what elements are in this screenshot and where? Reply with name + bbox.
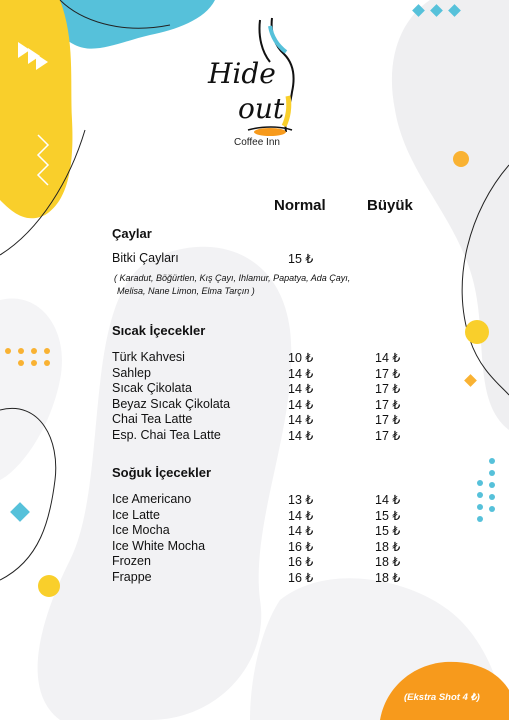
gray-blob-center xyxy=(38,247,292,720)
menu-item-name: Ice Americano xyxy=(112,492,192,506)
blue-diamond xyxy=(10,502,30,522)
price-normal: 14 ₺ xyxy=(288,413,314,427)
section-title-sicak: Sıcak İçecekler xyxy=(112,323,206,338)
logo-word-hide: Hide xyxy=(208,57,276,90)
menu-item-name: Bitki Çayları xyxy=(112,251,179,265)
header-large: Büyük xyxy=(367,197,413,214)
price-large: 17 ₺ xyxy=(375,413,401,427)
header-normal: Normal xyxy=(274,197,326,214)
price-large: 18 ₺ xyxy=(375,555,401,569)
menu-item-name: Ice White Mocha xyxy=(112,539,206,553)
price-normal: 14 ₺ xyxy=(288,398,314,412)
note-line-1: ( Karadut, Böğürtlen, Kış Çayı, Ihlamur, Papatya, Ada Çayı, xyxy=(114,273,351,283)
yellow-circle-bottom xyxy=(38,575,60,597)
menu-item-name: Frappe xyxy=(112,570,152,584)
price-normal: 16 ₺ xyxy=(288,571,314,585)
menu-item-name: Esp. Chai Tea Latte xyxy=(112,428,221,442)
price-large: 15 ₺ xyxy=(375,524,401,538)
menu-item-name: Frozen xyxy=(112,554,151,568)
logo-word-out: out xyxy=(238,92,285,125)
price-normal: 10 ₺ xyxy=(288,351,314,365)
menu-item-name: Ice Latte xyxy=(112,508,160,522)
price-normal: 16 ₺ xyxy=(288,540,314,554)
note-line-2: Melisa, Nane Limon, Elma Tarçın ) xyxy=(117,286,255,296)
price-normal: 14 ₺ xyxy=(288,382,314,396)
menu-item-name: Beyaz Sıcak Çikolata xyxy=(112,397,231,411)
price-large: 14 ₺ xyxy=(375,493,401,507)
gray-blob-right xyxy=(392,0,509,430)
price-large: 18 ₺ xyxy=(375,571,401,585)
price-large: 15 ₺ xyxy=(375,509,401,523)
tea-varieties-note xyxy=(114,272,414,298)
price-large: 17 ₺ xyxy=(375,429,401,443)
extra-shot-note: (Ekstra Shot 4 ₺) xyxy=(404,692,480,703)
price-large: 18 ₺ xyxy=(375,540,401,554)
menu-item-name: Sahlep xyxy=(112,366,151,380)
menu-item-name: Chai Tea Latte xyxy=(112,412,193,426)
price-normal: 13 ₺ xyxy=(288,493,314,507)
price-normal: 14 ₺ xyxy=(288,367,314,381)
price-large: 17 ₺ xyxy=(375,382,401,396)
section-title-caylar: Çaylar xyxy=(112,226,152,241)
price-large: 17 ₺ xyxy=(375,367,401,381)
price-normal: 14 ₺ xyxy=(288,509,314,523)
price-normal: 14 ₺ xyxy=(288,429,314,443)
price-large: 17 ₺ xyxy=(375,398,401,412)
menu-item-name: Ice Mocha xyxy=(112,523,170,537)
orange-diamond xyxy=(464,374,477,387)
blue-dot-grid xyxy=(477,458,495,522)
orange-dot xyxy=(453,151,469,167)
price-normal: 15 ₺ xyxy=(288,252,314,266)
price-large: 14 ₺ xyxy=(375,351,401,365)
yellow-circle xyxy=(465,320,489,344)
menu-item-name: Türk Kahvesi xyxy=(112,350,185,364)
gray-blob-left xyxy=(0,298,62,480)
section-title-soguk: Soğuk İçecekler xyxy=(112,465,211,480)
price-normal: 16 ₺ xyxy=(288,555,314,569)
price-normal: 14 ₺ xyxy=(288,524,314,538)
logo-tagline: Coffee Inn xyxy=(234,137,280,148)
menu-item-name: Sıcak Çikolata xyxy=(112,381,192,395)
